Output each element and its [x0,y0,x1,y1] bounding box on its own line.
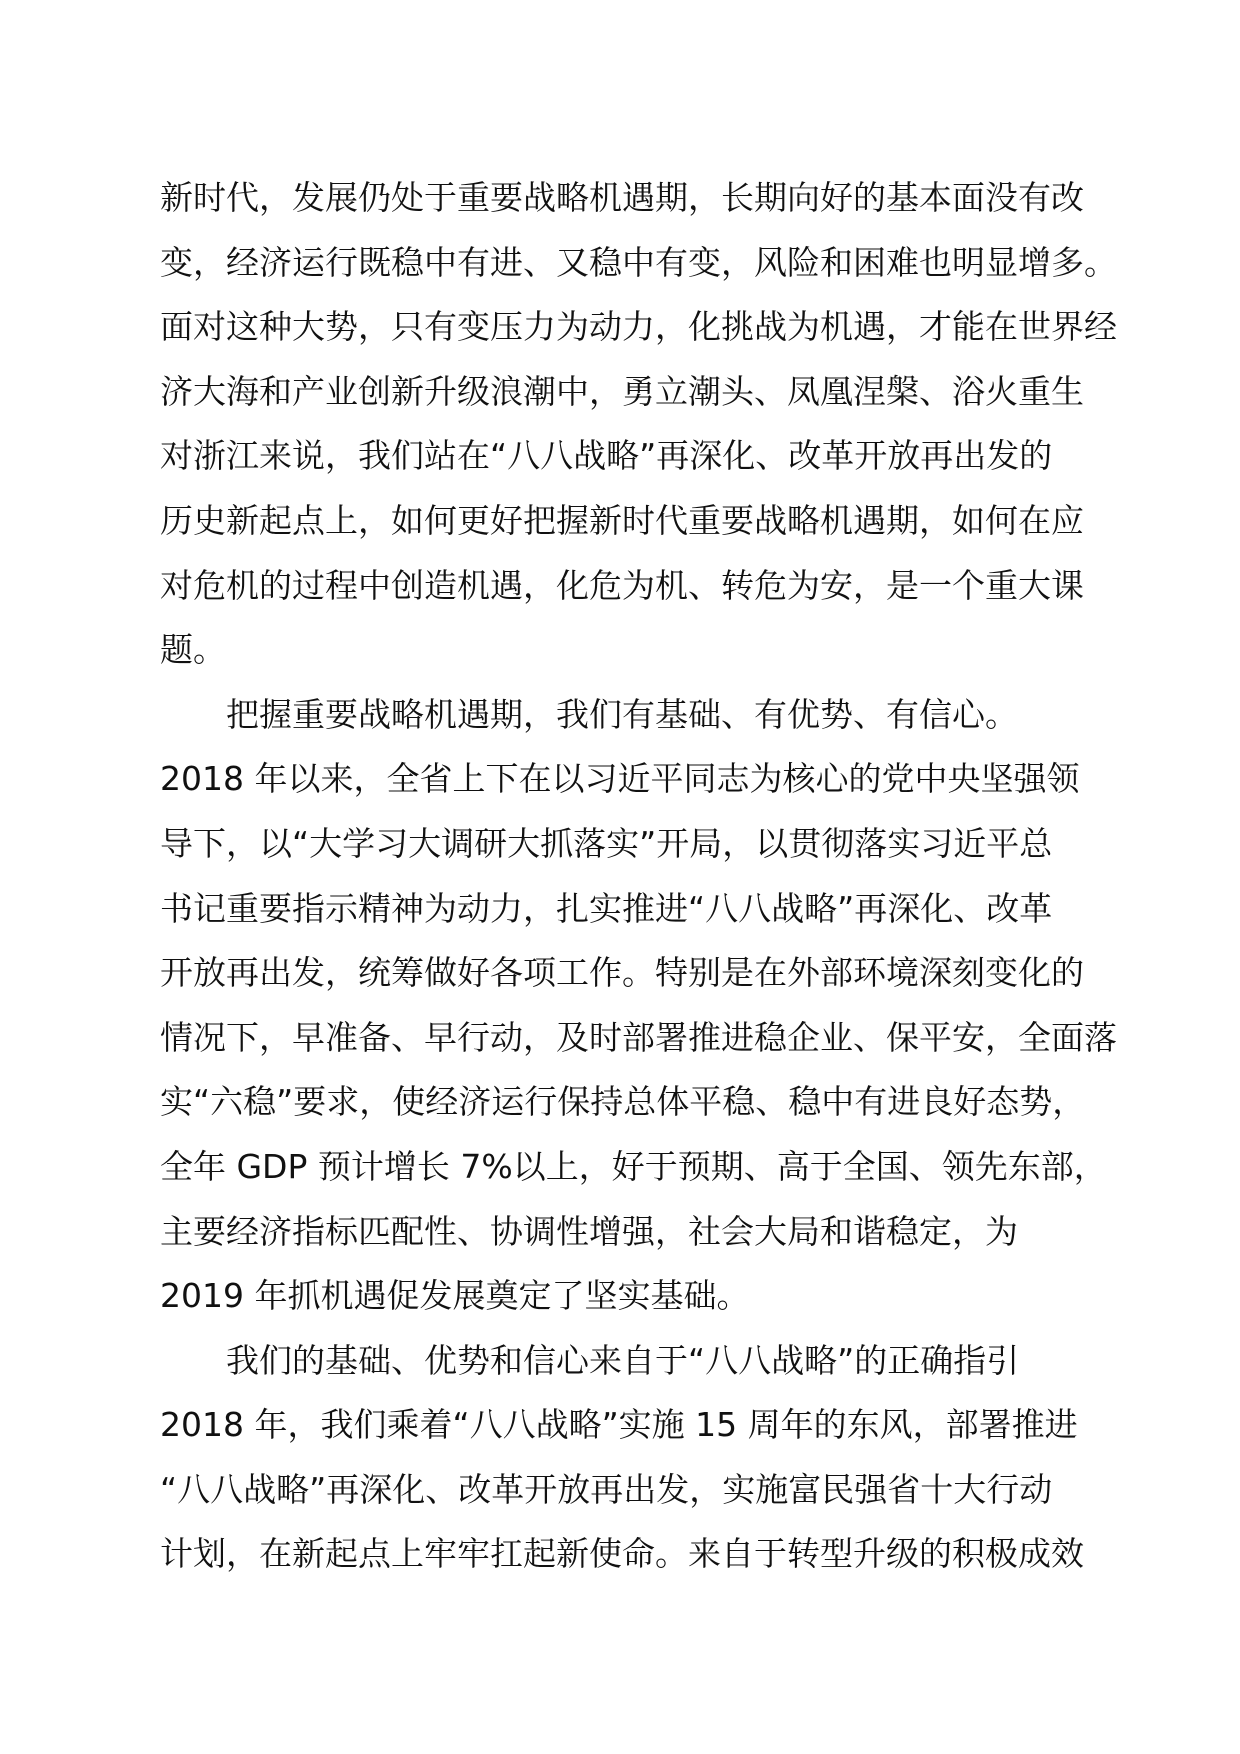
text-line: 济大海和产业创新升级浪潮中，勇立潮头、凤凰涅槃、浴火重生 [160,371,1084,411]
body-text [160,166,1117,1587]
text-line: 面对这种大势，只有变压力为动力，化挑战为机遇，才能在世界经 [160,307,1117,347]
text-line: 2018 年，我们乘着“八八战略”实施 15 周年的东风，部署推进 [160,1405,1078,1445]
paragraph-3 [160,1329,1100,1587]
text-line: 书记重要指示精神为动力，扎实推进“八八战略”再深化、改革 [160,888,1053,928]
text-line: 主要经济指标匹配性、协调性增强，社会大局和谐稳定，为 [160,1211,1018,1251]
text-line: 历史新起点上，如何更好把握新时代重要战略机遇期，如何在应 [160,500,1084,540]
text-line: 计划，在新起点上牢牢扛起新使命。来自于转型升级的积极成效 [160,1534,1084,1574]
text-line: 新时代，发展仍处于重要战略机遇期，长期向好的基本面没有改 [160,178,1084,217]
text-line: 2018 年以来，全省上下在以习近平同志为核心的党中央坚强领 [160,759,1080,799]
paragraph-2 [160,683,1117,1329]
text-line: 实“六稳”要求，使经济运行保持总体平稳、稳中有进良好态势， [160,1082,1086,1122]
text-line: 对危机的过程中创造机遇，化危为机、转危为安，是一个重大课 [160,565,1084,605]
text-line: “八八战略”再深化、改革开放再出发，实施富民强省十大行动 [160,1469,1053,1509]
text-line: 全年 GDP 预计增长 7%以上，好于预期、高于全国、领先东部， [160,1146,1107,1186]
paragraph-1 [160,166,1117,683]
text-line: 导下，以“大学习大调研大抓落实”开局，以贯彻落实习近平总 [160,823,1053,863]
text-line: 对浙江来说，我们站在“八八战略”再深化、改革开放再出发的 [160,436,1053,476]
text-line: 开放再出发，统筹做好各项工作。特别是在外部环境深刻变化的 [160,953,1084,993]
text-line: 把握重要战略机遇期，我们有基础、有优势、有信心。 [226,694,1018,734]
text-line: 我们的基础、优势和信心来自于“八八战略”的正确指引 [226,1340,1020,1380]
text-line: 情况下，早准备、早行动，及时部署推进稳企业、保平安，全面落 [160,1017,1117,1057]
text-line: 题。 [160,630,226,670]
text-line: 变，经济运行既稳中有进、又稳中有变，风险和困难也明显增多。 [160,242,1117,282]
text-line: 2019 年抓机遇促发展奠定了坚实基础。 [160,1276,750,1316]
